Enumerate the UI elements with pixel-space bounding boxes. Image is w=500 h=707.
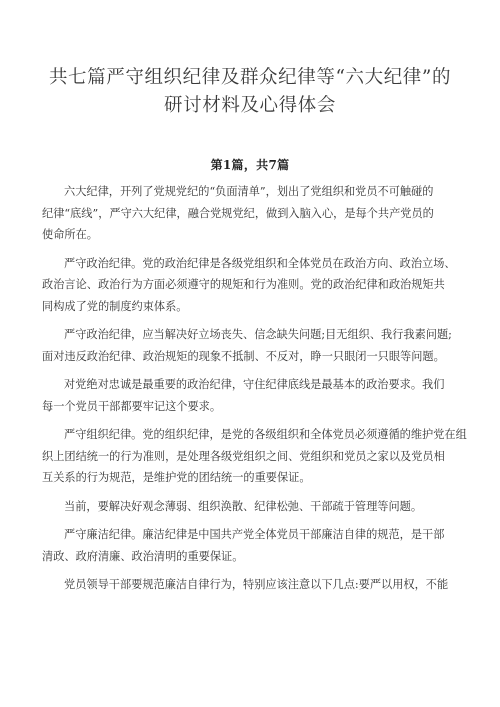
body-paragraph (42, 424, 470, 489)
section-label: 第1篇，共7篇 (210, 158, 290, 172)
paragraph-line: 清政、政府清廉、政治清明的重要保证。 (42, 549, 244, 563)
paragraph-line: 织上团结统一的行为准则，是处理各级党组织之间、党组织和党员之家以及党员相 (42, 449, 445, 463)
paragraph-line: 互关系的行为规范，是维护党的团结统一的重要保证。 (42, 471, 311, 484)
paragraph-line: 纪律“底线”，严守六大纪律，融合党规党纪，做到入脑入心，是每个共产党员的 (42, 206, 434, 220)
paragraph-line: 面对违反政治纪律、政治规矩的现象不抵制、不反对，睁一只眼闭一只眼等问题。 (42, 349, 445, 363)
paragraph-line: 每一个党员干部都要牢记这个要求。 (42, 399, 222, 413)
paragraph-line: 严守政治纪律，应当解决好立场丧失、信念缺失问题;目无组织、我行我素问题; (64, 328, 452, 341)
body-paragraph (42, 324, 470, 367)
paragraph-line: 严守组织纪律。党的组织纪律，是党的各级组织和全体党员必须遵循的维护党在组 (64, 428, 467, 441)
body-paragraph (42, 524, 470, 567)
paragraph-line: 严守政治纪律。党的政治纪律是各级党组织和全体党员在政治方向、政治立场、 (64, 256, 456, 270)
paragraph-line: 对党绝对忠诚是最重要的政治纪律，守住纪律底线是最基本的政治要求。我们 (64, 378, 445, 391)
document-body (42, 181, 470, 603)
paragraph-line: 使命所在。 (42, 228, 98, 241)
body-paragraph (42, 253, 470, 318)
paragraph-line: 六大纪律，开列了党规党纪的“负面清单”，划出了党组织和党员不可触碰的 (64, 185, 434, 198)
paragraph-line: 党员领导干部要规范廉洁自律行为，特别应该注意以下几点:要严以用权，不能 (64, 578, 449, 591)
paragraph-line: 政治言论、政治行为方面必须遵守的规矩和行为准则。党的政治纪律和政治规矩共 (42, 278, 445, 291)
body-paragraph (42, 496, 470, 518)
document-title-line: 研讨材料及心得体会 (164, 95, 336, 116)
paragraph-line: 严守廉洁纪律。廉洁纪律是中国共产党全体党员干部廉洁自律的规范，是干部 (64, 528, 445, 541)
body-paragraph (42, 574, 470, 596)
document-title (40, 64, 460, 120)
document-title-line: 共七篇严守组织纪律及群众纪律等“六大纪律”的 (48, 67, 452, 88)
paragraph-line: 同构成了党的制度约束体系。 (42, 299, 188, 313)
body-paragraph (42, 181, 470, 246)
paragraph-line: 当前，要解决好观念薄弱、组织涣散、纪律松弛、干部疏于管理等问题。 (64, 499, 423, 513)
body-paragraph (42, 374, 470, 417)
